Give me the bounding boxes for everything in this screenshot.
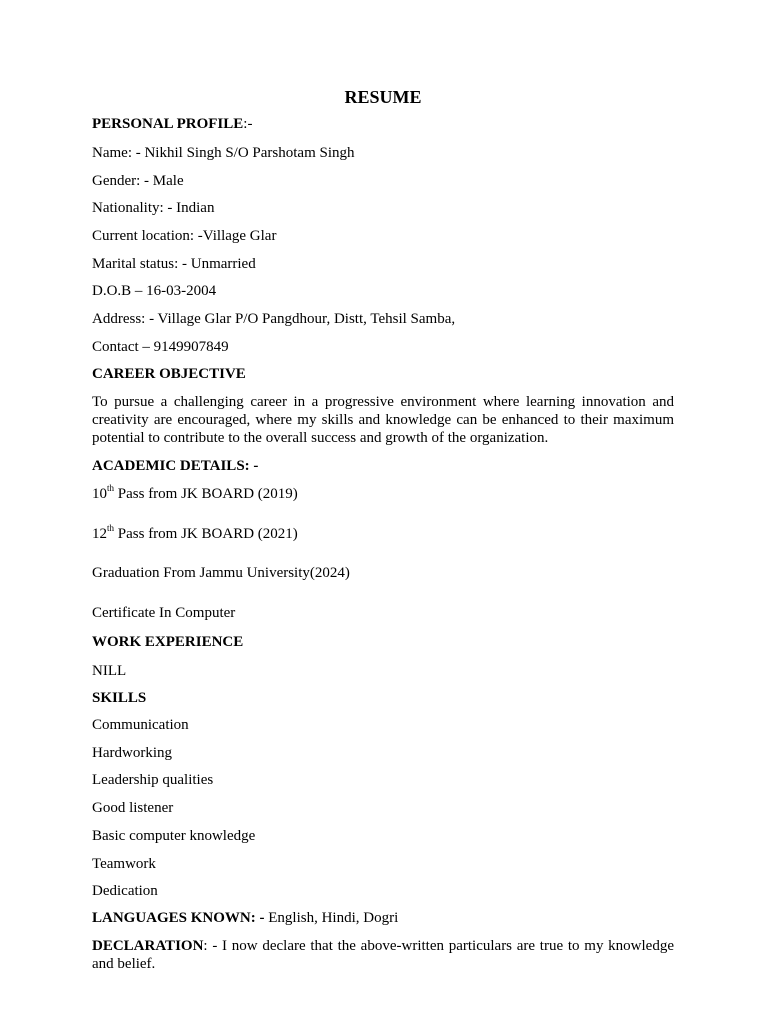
personal-profile-heading [92, 115, 252, 133]
academic-item [92, 564, 350, 582]
academic-item-prefix: 10 [92, 486, 107, 502]
academic-details-heading: ACADEMIC DETAILS: - [92, 458, 259, 474]
academic-item-text: Pass from JK BOARD (2019) [114, 486, 298, 502]
skill-item: Basic computer knowledge [92, 828, 256, 844]
skills-heading: SKILLS [92, 690, 147, 706]
skill-item: Communication [92, 717, 189, 733]
career-objective-text: To pursue a challenging career in a progressive environment where learning innovation and creativity are encouraged, where my skills and knowledge can be enhanced to their maximum potential to contribute to the overall success and growth of the organization. [92, 394, 674, 446]
profile-marital-status: Marital status: - Unmarried [92, 256, 256, 272]
work-experience-heading: WORK EXPERIENCE [92, 634, 244, 650]
declaration-heading: DECLARATION [92, 938, 204, 954]
resume-page [92, 0, 674, 1024]
academic-item [92, 604, 235, 622]
languages-heading: LANGUAGES KNOWN: - [92, 910, 265, 926]
resume-title: RESUME [344, 87, 422, 107]
declaration-text: : - I now declare that the above-written particulars are true to my knowledge and belief. [92, 938, 674, 972]
profile-dob: D.O.B – 16-03-2004 [92, 283, 217, 299]
skill-item: Good listener [92, 800, 174, 816]
academic-item-prefix: Certificate In Computer [92, 605, 236, 621]
profile-gender: Gender: - Male [92, 173, 184, 189]
work-experience-value: NILL [92, 663, 127, 679]
personal-profile-heading-label: PERSONAL PROFILE [92, 116, 244, 132]
declaration [92, 937, 674, 973]
academic-item-prefix: Graduation From Jammu University(2024) [92, 565, 350, 581]
skill-item: Hardworking [92, 745, 172, 761]
academic-item-ordinal: th [107, 523, 115, 533]
academic-item-prefix: 12 [92, 526, 107, 542]
profile-contact: Contact – 9149907849 [92, 339, 229, 355]
profile-name: Name: - Nikhil Singh S/O Parshotam Singh [92, 145, 355, 161]
skill-item: Dedication [92, 883, 158, 899]
skill-item: Teamwork [92, 856, 156, 872]
profile-nationality: Nationality: - Indian [92, 200, 215, 216]
profile-current-location: Current location: -Village Glar [92, 228, 277, 244]
academic-item-text: Pass from JK BOARD (2021) [114, 526, 298, 542]
profile-address: Address: - Village Glar P/O Pangdhour, Distt, Tehsil Samba, [92, 311, 456, 327]
academic-item [92, 525, 298, 543]
personal-profile-heading-suffix: :- [243, 116, 253, 132]
career-objective-heading: CAREER OBJECTIVE [92, 366, 246, 382]
skill-item: Leadership qualities [92, 772, 214, 788]
languages-value: English, Hindi, Dogri [264, 910, 399, 926]
academic-item-ordinal: th [107, 483, 115, 493]
languages-known [92, 909, 398, 927]
academic-item [92, 485, 298, 503]
